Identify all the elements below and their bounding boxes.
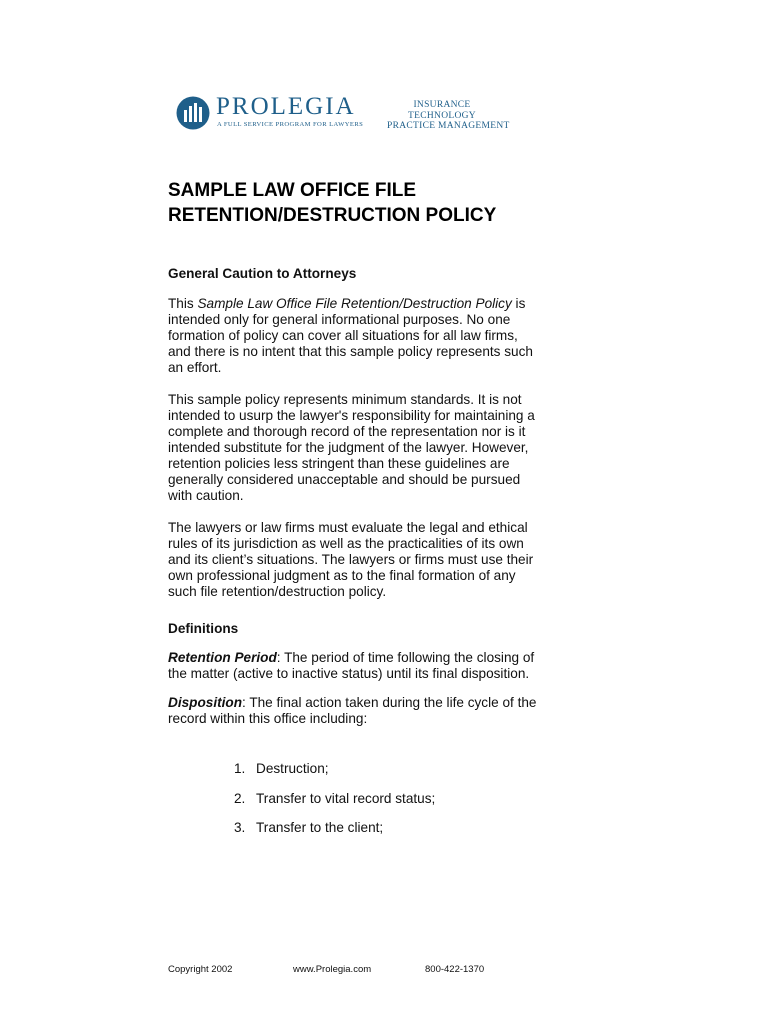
list-item-text: Destruction;	[256, 761, 329, 776]
list-item-text: Transfer to vital record status;	[256, 791, 436, 806]
definitions-heading: Definitions	[168, 621, 239, 636]
title-line-1: SAMPLE LAW OFFICE FILE	[168, 180, 417, 201]
list-item-number: 3.	[234, 820, 246, 835]
prolegia-emblem-icon	[176, 96, 210, 130]
footer-phone: 800-422-1370	[425, 964, 485, 975]
prolegia-logo	[176, 94, 366, 134]
logo-name: PROLEGIA	[216, 93, 356, 120]
footer-copyright: Copyright 2002	[168, 964, 233, 975]
disposition-definition	[168, 695, 538, 727]
general-caution-heading: General Caution to Attorneys	[168, 266, 357, 281]
list-item	[234, 791, 435, 807]
list-item	[234, 761, 329, 777]
title-line-2: RETENTION/DESTRUCTION POLICY	[168, 205, 497, 226]
general-paragraph-1	[168, 296, 538, 376]
document-body	[168, 266, 538, 727]
disposition-term: Disposition	[168, 695, 243, 710]
general-paragraph-2: This sample policy represents minimum standards. It is not intended to usurp the lawyer's responsibility for maintaining a complete and thorough record of the representation nor is it intended substitute for the judgment of the lawyer. However, retention policies less stringent than these guidelines are generally considered unacceptable and should be pursued with caution.	[168, 392, 535, 503]
general-paragraph-3: The lawyers or law firms must evaluate the legal and ethical rules of its jurisdiction as well as the practicalities of its own and its client’s situations. The lawyers or firms must use their own professional judgment as to the final formation of any such file retention/destruction policy.	[168, 520, 534, 599]
service-insurance: INSURANCE	[413, 100, 471, 110]
list-item-number: 2.	[234, 791, 246, 806]
list-item	[234, 820, 383, 836]
disposition-text: : The final action taken during the life cycle of the record within this office including:	[168, 695, 537, 726]
service-practice-management: PRACTICE MANAGEMENT	[387, 121, 510, 131]
retention-period-text: : The period of time following the closing of the matter (active to inactive status) until its final disposition.	[168, 650, 535, 681]
policy-name-italic: Sample Law Office File Retention/Destruction Policy	[197, 296, 512, 311]
footer-website[interactable]: www.Prolegia.com	[293, 964, 372, 975]
retention-period-definition	[168, 650, 538, 682]
list-item-number: 1.	[234, 761, 246, 776]
p1-prefix: This	[168, 296, 198, 311]
document-title	[168, 178, 496, 228]
services-logo	[387, 100, 510, 132]
retention-period-term: Retention Period	[168, 650, 277, 665]
logo-tagline: A FULL SERVICE PROGRAM FOR LAWYERS	[217, 121, 364, 128]
p1-rest: is intended only for general informational purposes. No one formation of policy can cover all situations for all law firms, and there is no intent that this sample policy represents such an effort.	[168, 296, 533, 375]
service-technology: TECHNOLOGY	[408, 110, 476, 121]
list-item-text: Transfer to the client;	[256, 820, 384, 835]
